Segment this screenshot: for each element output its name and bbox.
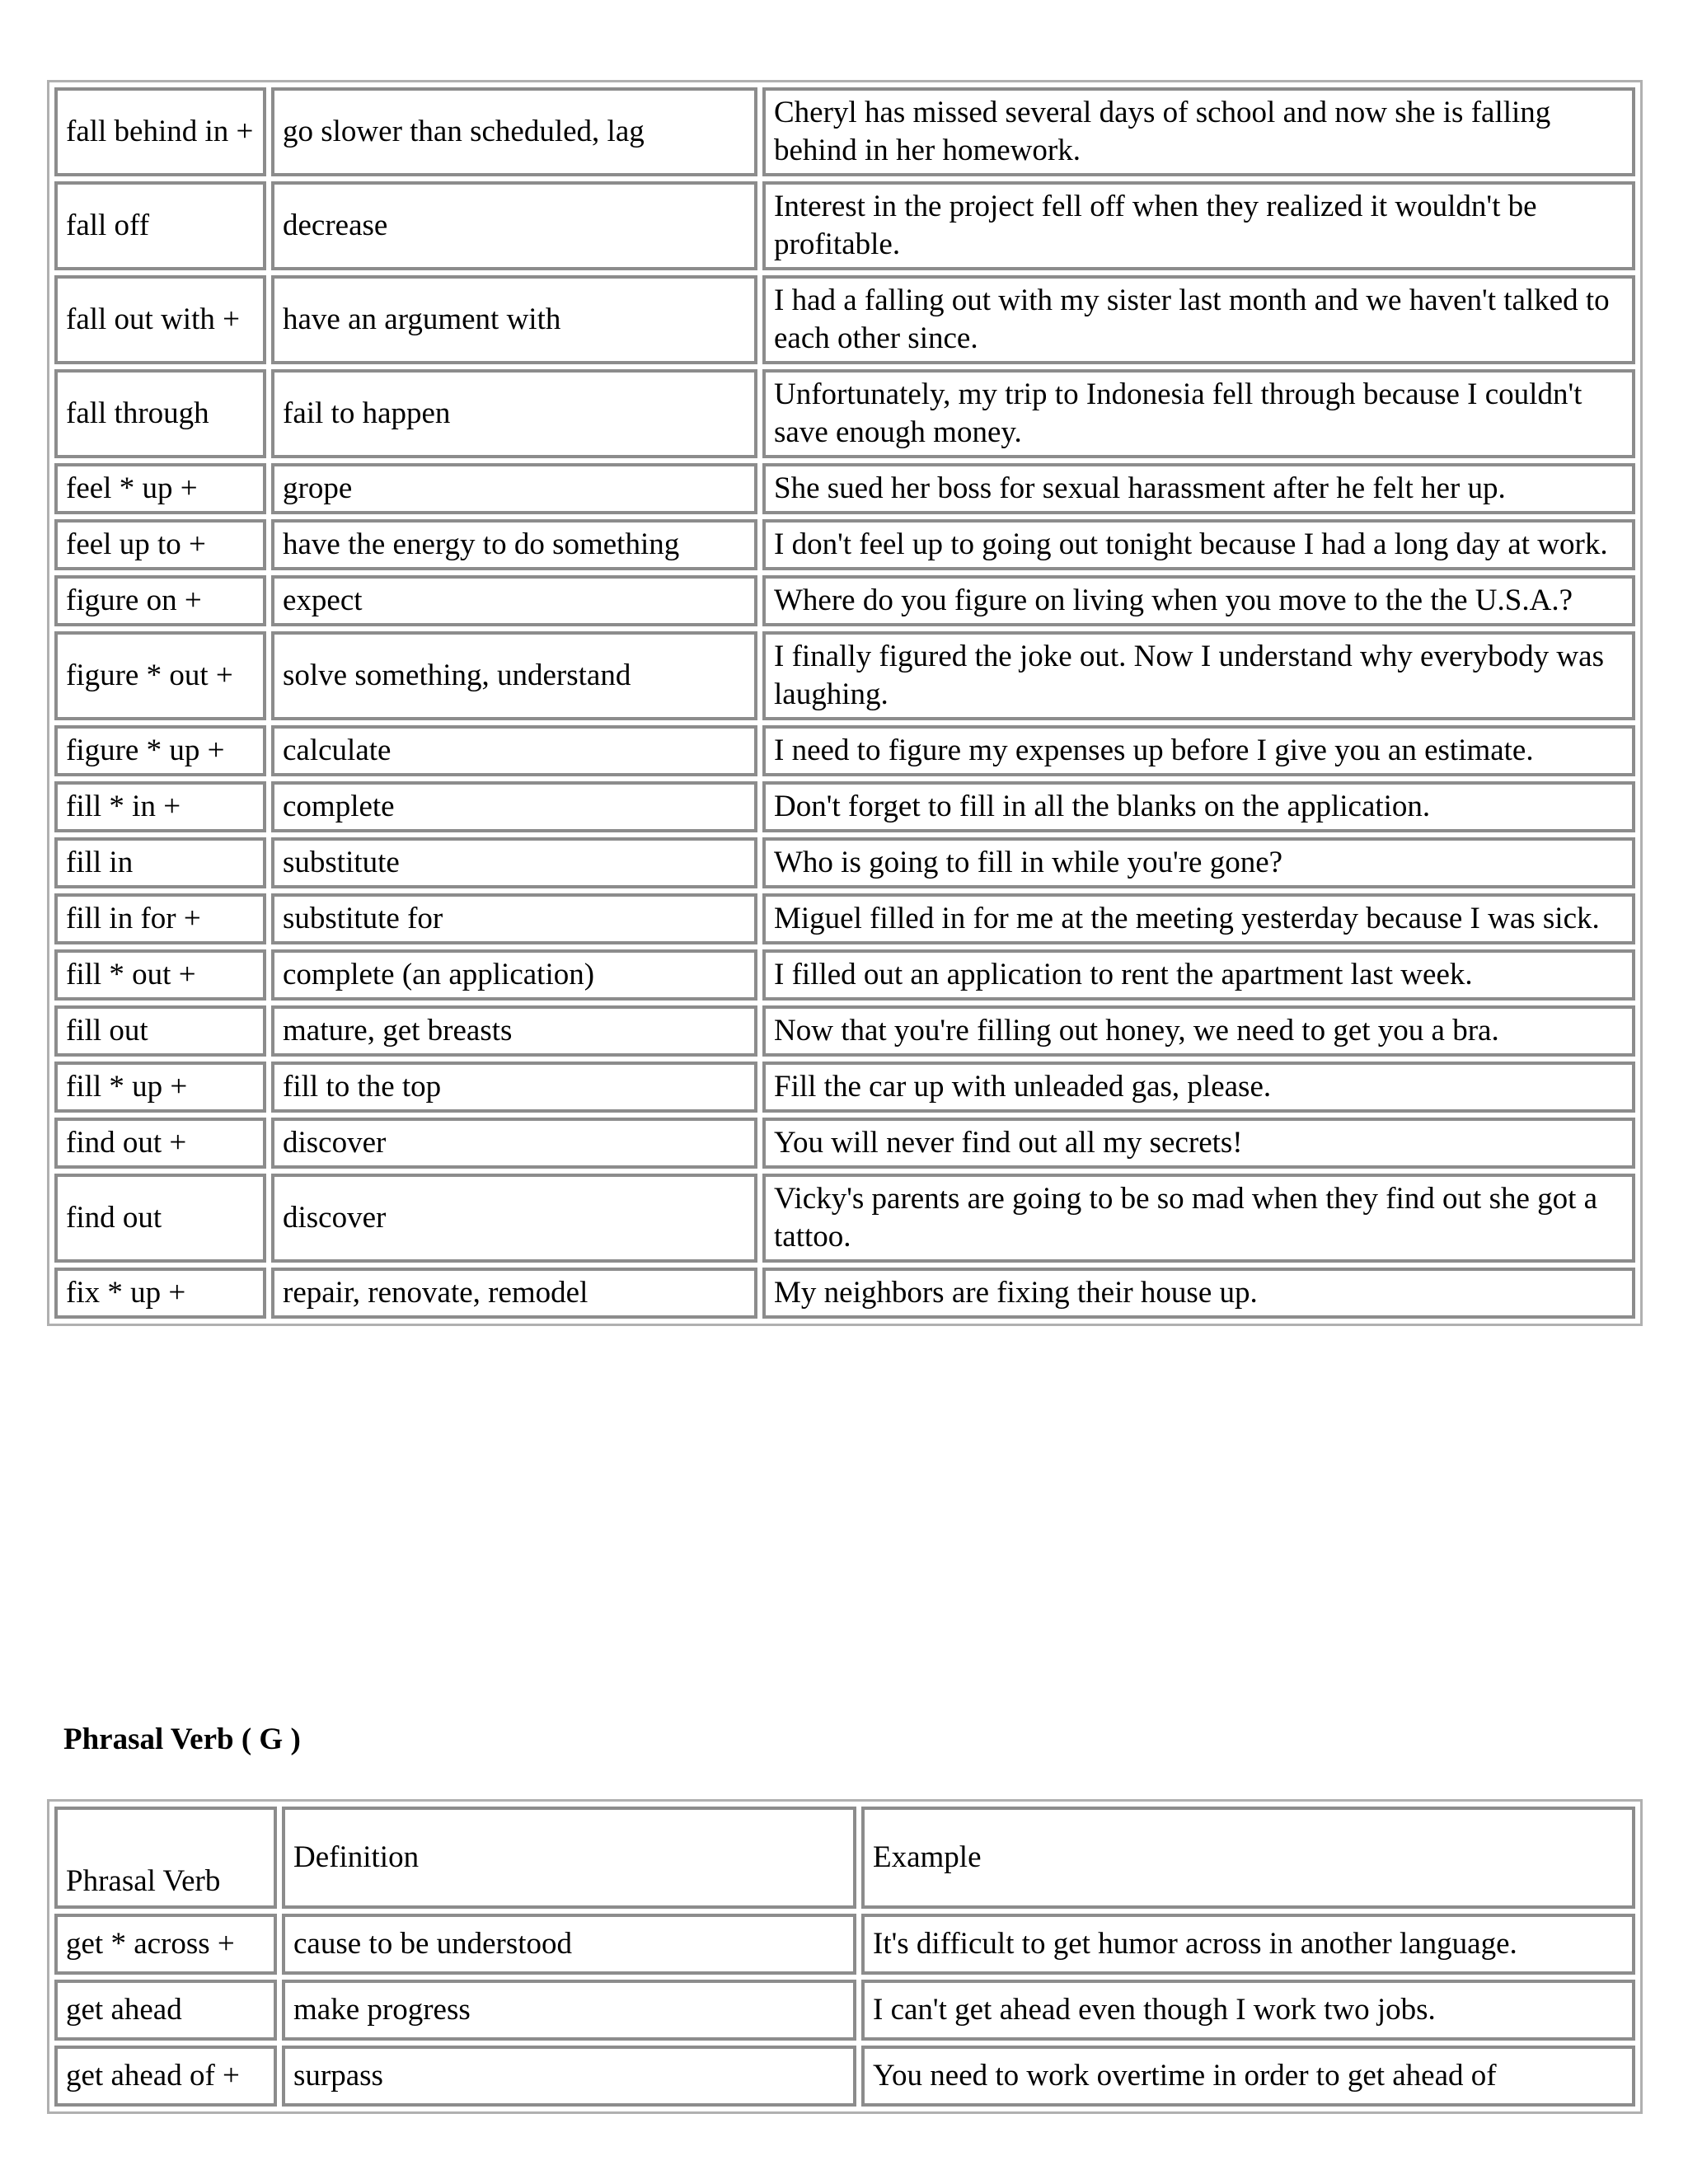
phrasal-verb-cell: get * across + [54, 1914, 277, 1975]
definition-cell: solve something, understand [271, 631, 757, 720]
phrasal-verb-cell: figure * up + [54, 725, 266, 776]
table-row [54, 1980, 1635, 2041]
table-row [54, 181, 1635, 270]
definition-cell: cause to be understood [282, 1914, 856, 1975]
example-cell: She sued her boss for sexual harassment after he felt her up. [762, 463, 1635, 514]
phrasal-verb-cell: feel up to + [54, 519, 266, 570]
definition-cell: complete [271, 781, 757, 832]
phrasal-verb-cell: fall out with + [54, 275, 266, 364]
phrasal-verb-cell: fill * up + [54, 1062, 266, 1113]
phrasal-verb-cell: get ahead of + [54, 2046, 277, 2107]
phrasal-verb-cell: feel * up + [54, 463, 266, 514]
table-row [54, 837, 1635, 888]
example-cell: You will never find out all my secrets! [762, 1118, 1635, 1169]
phrasal-verb-cell: fix * up + [54, 1268, 266, 1319]
example-cell: Vicky's parents are going to be so mad when they find out she got a tattoo. [762, 1174, 1635, 1263]
table-row [54, 87, 1635, 176]
definition-cell: mature, get breasts [271, 1005, 757, 1057]
phrasal-verb-cell: find out + [54, 1118, 266, 1169]
definition-cell: go slower than scheduled, lag [271, 87, 757, 176]
phrasal-verb-cell: get ahead [54, 1980, 277, 2041]
phrasal-verb-cell: fill * out + [54, 949, 266, 1001]
example-cell: Now that you're filling out honey, we need to get you a bra. [762, 1005, 1635, 1057]
table-row [54, 463, 1635, 514]
phrasal-verb-cell: fill in [54, 837, 266, 888]
phrasal-verb-cell: fall off [54, 181, 266, 270]
example-cell: I had a falling out with my sister last month and we haven't talked to each other since. [762, 275, 1635, 364]
table-row [54, 1118, 1635, 1169]
example-cell: I finally figured the joke out. Now I understand why everybody was laughing. [762, 631, 1635, 720]
phrasal-verb-cell: fill * in + [54, 781, 266, 832]
table-row [54, 1174, 1635, 1263]
definition-cell: fill to the top [271, 1062, 757, 1113]
example-cell: It's difficult to get humor across in another language. [861, 1914, 1635, 1975]
definition-cell: have the energy to do something [271, 519, 757, 570]
example-cell: I don't feel up to going out tonight because I had a long day at work. [762, 519, 1635, 570]
section-heading-g: Phrasal Verb ( G ) [63, 1722, 301, 1756]
example-cell: My neighbors are fixing their house up. [762, 1268, 1635, 1319]
example-cell: I can't get ahead even though I work two jobs. [861, 1980, 1635, 2041]
definition-cell: expect [271, 575, 757, 626]
table-header-row [54, 1807, 1635, 1909]
table-row [54, 1914, 1635, 1975]
example-cell: Who is going to fill in while you're gone? [762, 837, 1635, 888]
phrasal-verbs-g-table [47, 1799, 1643, 2114]
phrasal-verb-cell: fall behind in + [54, 87, 266, 176]
example-cell: I need to figure my expenses up before I give you an estimate. [762, 725, 1635, 776]
table-body [54, 1807, 1635, 2107]
phrasal-verb-cell: fill out [54, 1005, 266, 1057]
header-definition: Definition [282, 1807, 856, 1909]
phrasal-verb-cell: fall through [54, 369, 266, 458]
definition-cell: decrease [271, 181, 757, 270]
table-row [54, 1005, 1635, 1057]
table-row [54, 1062, 1635, 1113]
definition-cell: repair, renovate, remodel [271, 1268, 757, 1319]
definition-cell: discover [271, 1174, 757, 1263]
example-cell: Miguel filled in for me at the meeting yesterday because I was sick. [762, 893, 1635, 944]
table-row [54, 781, 1635, 832]
header-phrasal-verb: Phrasal Verb [54, 1807, 277, 1909]
definition-cell: make progress [282, 1980, 856, 2041]
definition-cell: have an argument with [271, 275, 757, 364]
example-cell: You need to work overtime in order to get ahead of [861, 2046, 1635, 2107]
definition-cell: substitute [271, 837, 757, 888]
table-row [54, 519, 1635, 570]
definition-cell: calculate [271, 725, 757, 776]
table-row [54, 725, 1635, 776]
example-cell: Don't forget to fill in all the blanks on the application. [762, 781, 1635, 832]
table-row [54, 369, 1635, 458]
table-body [54, 87, 1635, 1319]
example-cell: Interest in the project fell off when they realized it wouldn't be profitable. [762, 181, 1635, 270]
table-row [54, 2046, 1635, 2107]
table-row [54, 1268, 1635, 1319]
phrasal-verb-cell: figure * out + [54, 631, 266, 720]
definition-cell: discover [271, 1118, 757, 1169]
definition-cell: grope [271, 463, 757, 514]
table-row [54, 949, 1635, 1001]
table-row [54, 575, 1635, 626]
header-example: Example [861, 1807, 1635, 1909]
definition-cell: substitute for [271, 893, 757, 944]
phrasal-verbs-f-table [47, 80, 1643, 1326]
table-row [54, 275, 1635, 364]
definition-cell: surpass [282, 2046, 856, 2107]
definition-cell: fail to happen [271, 369, 757, 458]
example-cell: Unfortunately, my trip to Indonesia fell through because I couldn't save enough money. [762, 369, 1635, 458]
example-cell: Fill the car up with unleaded gas, please. [762, 1062, 1635, 1113]
table-row [54, 893, 1635, 944]
phrasal-verb-cell: figure on + [54, 575, 266, 626]
phrasal-verb-cell: fill in for + [54, 893, 266, 944]
example-cell: Where do you figure on living when you move to the the U.S.A.? [762, 575, 1635, 626]
definition-cell: complete (an application) [271, 949, 757, 1001]
table-row [54, 631, 1635, 720]
phrasal-verb-cell: find out [54, 1174, 266, 1263]
example-cell: I filled out an application to rent the apartment last week. [762, 949, 1635, 1001]
example-cell: Cheryl has missed several days of school and now she is falling behind in her homework. [762, 87, 1635, 176]
